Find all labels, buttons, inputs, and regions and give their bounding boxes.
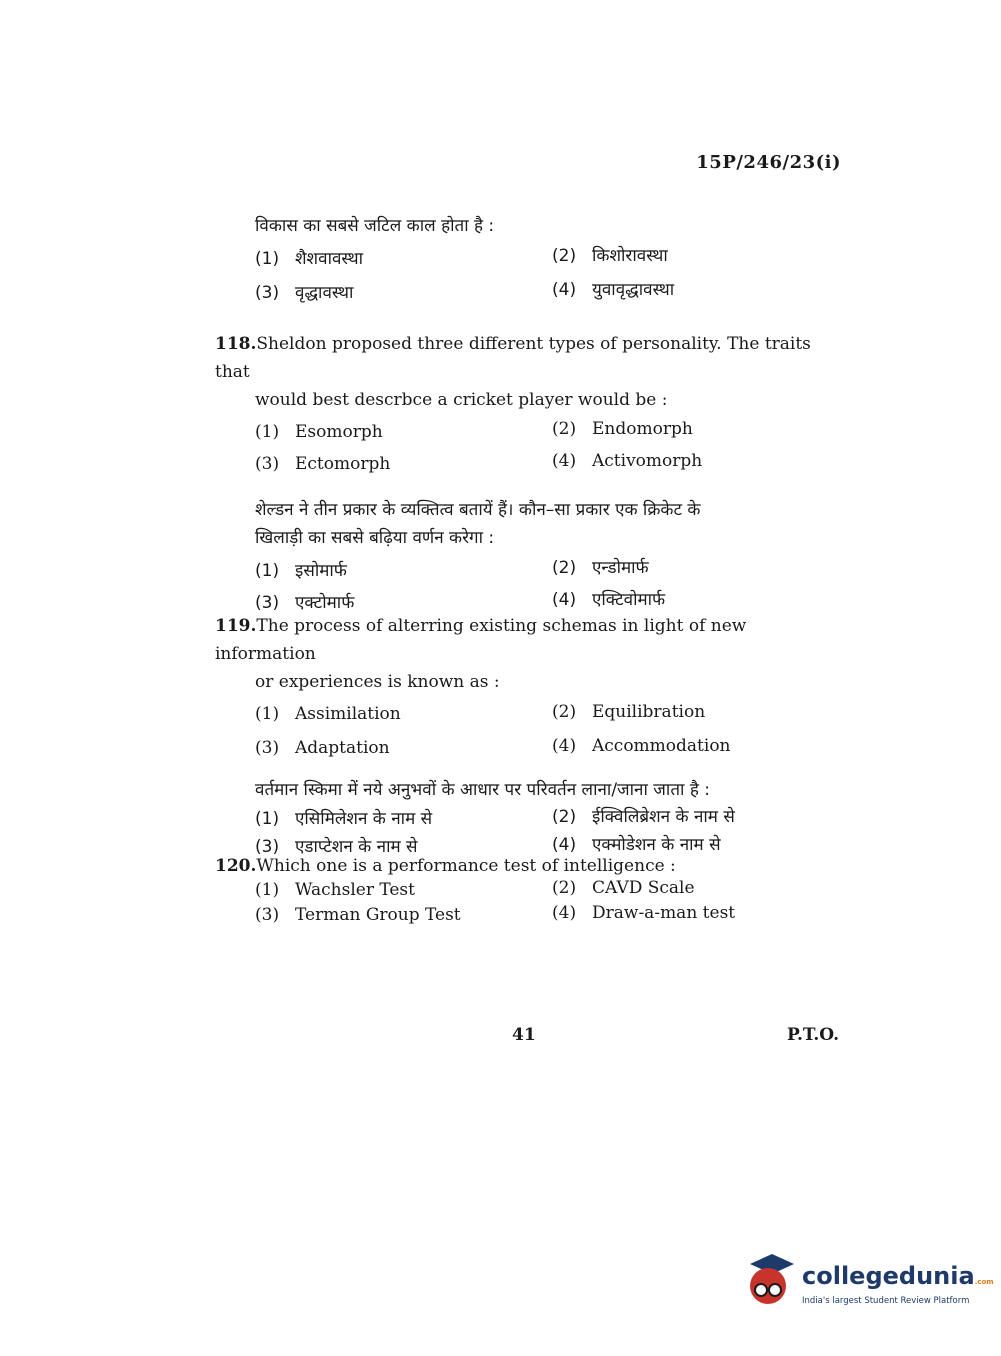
question-stem: 118.Sheldon proposed three different types of personality. The traits that bbox=[215, 334, 811, 382]
question-118 bbox=[215, 330, 845, 622]
brand-tagline: India's largest Student Review Platform bbox=[802, 1296, 970, 1306]
question-stem-hindi: शेल्डन ने तीन प्रकार के व्यक्तित्व बतायें हैं। कौन–सा प्रकार एक क्रिकेट के bbox=[255, 500, 701, 520]
question-number: 119. bbox=[215, 616, 257, 636]
question-117-hindi bbox=[215, 212, 845, 310]
option-4: (4) एक्टिवोमार्फ bbox=[552, 590, 666, 610]
option-2: (2) CAVD Scale bbox=[552, 878, 695, 898]
option-1: (1) Esomorph bbox=[255, 422, 383, 442]
question-120 bbox=[215, 852, 845, 940]
collegedunia-logo bbox=[742, 1250, 994, 1320]
page-number: 41 bbox=[512, 1025, 536, 1045]
option-4: (4) Activomorph bbox=[552, 451, 703, 471]
option-4: (4) Draw-a-man test bbox=[552, 903, 736, 923]
options bbox=[255, 880, 845, 940]
question-stem-line2: would best descrbce a cricket player would be : bbox=[255, 390, 668, 410]
question-number: 118. bbox=[215, 334, 257, 354]
question-stem: 120.Which one is a performance test of intelligence : bbox=[215, 856, 676, 876]
option-2: (2) ईक्विलिब्रेशन के नाम से bbox=[552, 807, 735, 827]
question-number: 120. bbox=[215, 856, 257, 876]
option-2: (2) Endomorph bbox=[552, 419, 693, 439]
option-3: (3) Terman Group Test bbox=[255, 905, 461, 925]
question-stem: 119.The process of alterring existing schemas in light of new information bbox=[215, 616, 747, 664]
pto-label: P.T.O. bbox=[787, 1025, 839, 1045]
brand-name: collegedunia.com bbox=[802, 1262, 994, 1290]
option-3: (3) वृद्धावस्था bbox=[255, 283, 354, 303]
option-4: (4) Accommodation bbox=[552, 736, 731, 756]
options bbox=[255, 696, 845, 770]
question-stem-hindi-line2: खिलाड़ी का सबसे बढ़िया वर्णन करेगा : bbox=[255, 528, 495, 548]
options-hindi bbox=[255, 240, 845, 310]
options bbox=[255, 414, 845, 486]
option-1: (1) Assimilation bbox=[255, 704, 401, 724]
option-1: (1) एसिमिलेशन के नाम से bbox=[255, 809, 433, 829]
option-2: (2) एन्डोमार्फ bbox=[552, 558, 649, 578]
question-stem-hindi: वर्तमान स्किमा में नये अनुभवों के आधार पर परिवर्तन लाना/जाना जाता है : bbox=[255, 780, 710, 800]
option-2: (2) किशोरावस्था bbox=[552, 246, 668, 266]
mascot-icon bbox=[742, 1250, 800, 1312]
option-4: (4) एक्मोडेशन के नाम से bbox=[552, 835, 721, 855]
paper-code: 15P/246/23(i) bbox=[696, 152, 841, 173]
option-3: (3) एक्टोमार्फ bbox=[255, 593, 355, 613]
option-4: (4) युवावृद्धावस्था bbox=[552, 280, 675, 300]
option-1: (1) शैशवावस्था bbox=[255, 249, 363, 269]
question-119 bbox=[215, 612, 845, 864]
question-stem-hindi: विकास का सबसे जटिल काल होता है : bbox=[255, 216, 495, 236]
option-1: (1) Wachsler Test bbox=[255, 880, 415, 900]
option-3: (3) Adaptation bbox=[255, 738, 390, 758]
option-2: (2) Equilibration bbox=[552, 702, 706, 722]
option-1: (1) इसोमार्फ bbox=[255, 561, 347, 581]
option-3: (3) एडाप्टेशन के नाम से bbox=[255, 837, 418, 857]
option-3: (3) Ectomorph bbox=[255, 454, 391, 474]
question-stem-line2: or experiences is known as : bbox=[255, 672, 500, 692]
